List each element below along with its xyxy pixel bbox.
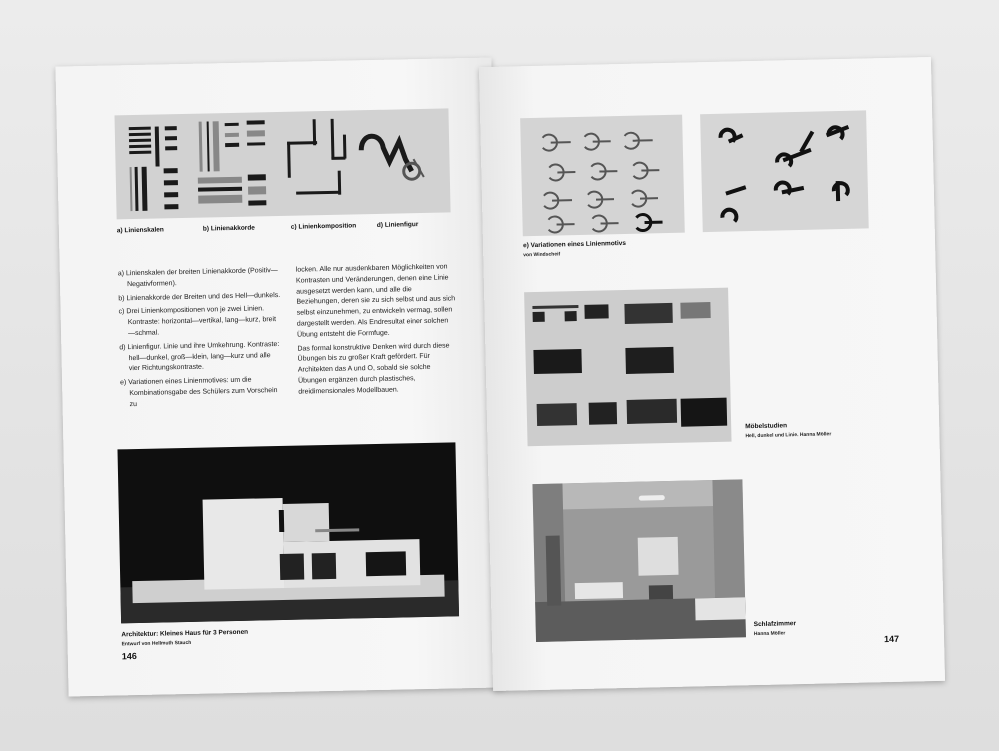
figure-caption-c: c) Linienkomposition [290,222,357,231]
paragraph: e) Variationen eines Linienmotives: um die Kombinationsgabe des Schülers zum Vorschein zu [120,376,278,408]
photo-caption: Architektur: Kleines Haus für 3 Personen [121,628,249,639]
right-page [479,57,945,691]
left-page [55,58,504,697]
line-motif-variations-1 [520,115,685,237]
paragraph: d) Linienfigur. Linie und ihre Umkehrung. Kontraste: hell—dunkel, groß—klein, lang—kurz und alle vier Richtungskontraste. [119,340,280,373]
figure-caption-d: d) Linienfigur [376,221,419,229]
house-model-photo [117,442,459,623]
furniture-subcaption: Hell, dunkel und Linie. Hanna Möller [745,431,832,440]
paragraph: b) Linienakkorde der Breiten und des Hell—dunkels. [118,291,281,302]
paragraph: c) Drei Linienkompositionen von je zwei Linien. Kontraste: horizontal—vertikal, lang—kurz, breit—schmal. [118,305,277,338]
page-number: 146 [121,651,137,662]
variations-subcaption: von Windscheif [523,251,561,259]
page-number: 147 [883,633,900,645]
furniture-studies-figure [524,288,731,447]
bedroom-subcaption: Hanna Möller [753,630,786,638]
paragraph: locken. Alle nur ausdenkbaren Möglichkeiten von Kontrasten und Veränderungen, denen eine Linie ausgesetzt werden kann, und alle die Beziehungen, deren sie zu sich selbst und aus sich selbst einzunehmen, zu entwickeln vermag, sollen dargestellt werden. Als Endresultat einer solchen Übung entsteht die Formfuge. [295,263,456,339]
bedroom-caption: Schlafzimmer [753,620,797,629]
figure-caption-a: a) Linienskalen [116,226,164,235]
furniture-caption: Möbelstudien [745,422,788,431]
text-column-1 [118,266,285,414]
figure-caption-b: b) Linienakkorde [202,224,255,233]
variations-caption: e) Variationen eines Linienmotivs [522,239,627,250]
photo-subcaption: Entwurf von Hellmuth Stauch [121,639,192,648]
line-motif-variations-2 [700,110,869,232]
paragraph: Das formal konstruktive Denken wird durch diese Übungen bis zu großer Kraft gefördert. Für Architekten das A und O, sobald sie solche Übungen ergänzen durch plastisches, dreidimensionales Modellbauen. [297,342,450,396]
line-figure-drawing [355,118,451,210]
line-studies-figure [114,108,450,219]
paragraph: a) Linienskalen der breiten Linienakkorde (Positiv—Negativformen). [117,267,278,288]
text-column-2 [296,262,459,401]
bedroom-photo [532,479,746,642]
